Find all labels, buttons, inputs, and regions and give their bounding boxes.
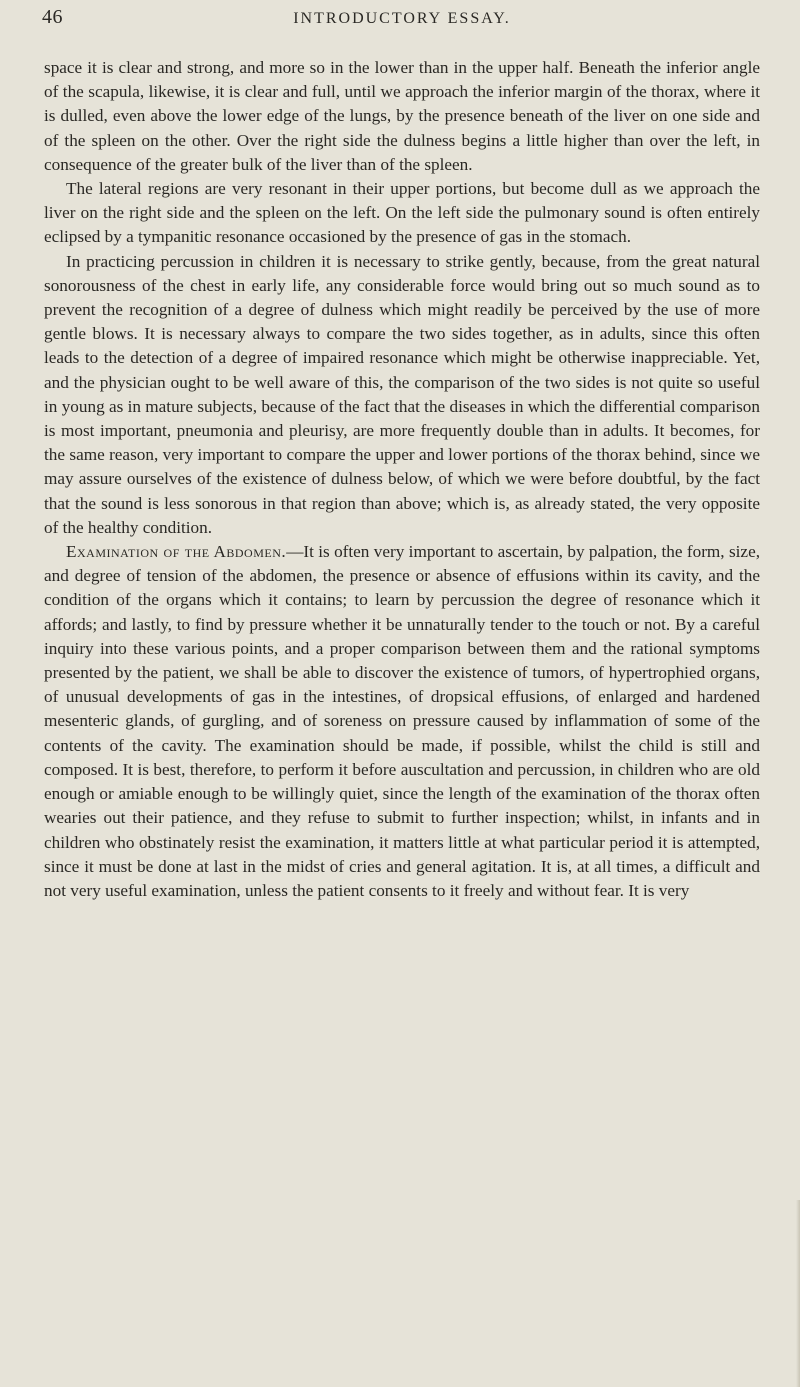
abdomen-section-text: —It is often very important to ascertain, by palpation, the form, size, and degree of tension of the abdomen, the presence or absence of effusions within its cavity, and the condition of the organs which it contains; to learn by percussion the degree of resonance which it affords; and lastly, to find by pressure whether it be unnaturally tender to the touch or not. By a careful inquiry into these various points, and a proper comparison between them and the rational symptoms presented by the patient, we shall be able to discover the existence of tumors, of hypertrophied organs, of unusual developments of gas in the intestines, of dropsical effusions, of enlarged and hardened mesenteric glands, of gurgling, and of soreness on pressure caused by inflammation of some of the contents of the cavity. The examination should be made, if possible, whilst the child is still and composed. It is best, therefore, to perform it before auscultation and percussion, in children who are old enough or amiable enough to be willingly quiet, since the length of the examination of the thorax often wearies out their patience, and they refuse to submit to further inspection; whilst, in infants and in children who obstinately resist the examination, it matters little at what particular period it is attempted, since it must be done at last in the midst of cries and general agitation. It is, at all times, a difficult and not very useful examination, unless the patient consents to it freely and without fear. It is very <box>44 542 760 900</box>
page-edge-shadow <box>796 1200 800 1387</box>
paragraph-abdomen-examination <box>44 540 760 903</box>
paragraph-scapula-resonance: space it is clear and strong, and more so in the lower than in the upper half. Beneath the inferior angle of the scapula, likewise, it is clear and full, until we approach the inferior margin of the thorax, where it is dulled, even above the lower edge of the lungs, by the presence beneath of the liver on one side and of the spleen on the other. Over the right side the dulness begins a little higher than over the left, in consequence of the greater bulk of the liver than of the spleen. <box>44 58 760 174</box>
page-header <box>42 6 762 30</box>
running-title: INTRODUCTORY ESSAY. <box>293 10 511 27</box>
paragraph-lateral-regions: The lateral regions are very resonant in their upper portions, but become dull as we approach the liver on the right side and the spleen on the left. On the left side the pulmonary sound is often entirely eclipsed by a tympanitic resonance occasioned by the presence of gas in the stomach. <box>44 179 760 247</box>
body-text <box>44 56 760 903</box>
paragraph-percussion-children: In practicing percussion in children it is necessary to strike gently, because, from the great natural sonorousness of the chest in early life, any considerable force would bring out so much sound as to prevent the recognition of a degree of dulness which might readily be perceived by the use of more gentle blows. It is necessary always to compare the two sides together, as in adults, since this often leads to the detection of a degree of impaired resonance which might be otherwise inappreciable. Yet, and the physician ought to be well aware of this, the comparison of the two sides is not quite so useful in young as in mature subjects, because of the fact that the diseases in which the differential comparison is most important, pneumonia and pleurisy, are more frequently double than in adults. It becomes, for the same reason, very important to compare the upper and lower portions of the thorax behind, since we may assure ourselves of the existence of dulness below, of which we were before doubtful, by the fact that the sound is less sonorous in that region than above; which is, as already stated, the very opposite of the healthy condition. <box>44 251 760 537</box>
page-number: 46 <box>42 6 63 28</box>
section-heading-abdomen: Examination of the Abdomen. <box>66 542 287 562</box>
